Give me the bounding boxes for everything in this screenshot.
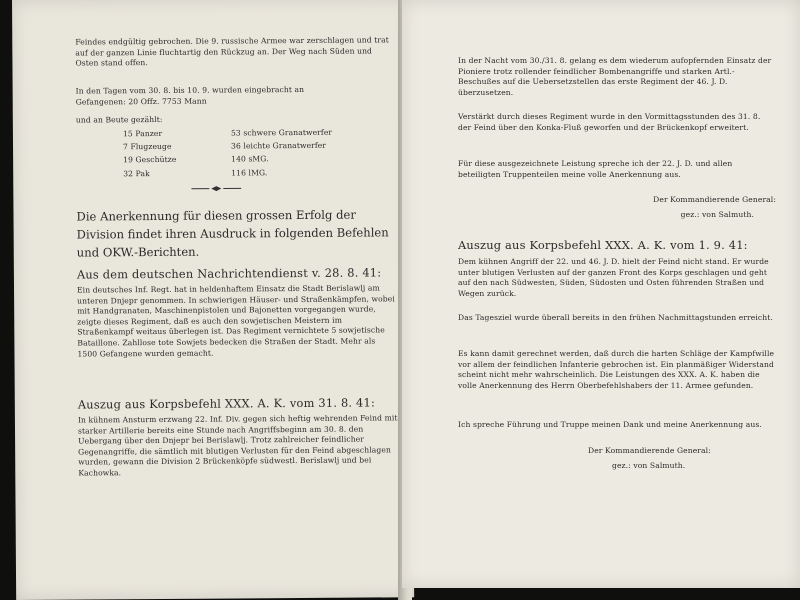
paragraph-anerkennung: Für diese ausgezeichnete Leistung spreche ich der 22. J. D. und allen beteiligten Truppenteilen meine volle Anerkennung aus. [458, 159, 733, 179]
booty-cell: 32 Pak [123, 168, 150, 178]
paragraph-tagesziel: Das Tagesziel wurde überall bereits in den frühen Nachmittagstunden erreicht. [458, 313, 773, 322]
paragraph-pioniere: In der Nacht vom 30./31. 8. gelang es dem wiederum aufopfernden Einsatz der Pioniere trotz rollender feindlicher Bombenangriffe und starken Artl.-Beschußes auf die Uebersetzstellen das erste Regiment der 46. J. D. überzusetzen. [458, 56, 772, 97]
ornament-divider [191, 185, 241, 191]
nachrichtendienst-text: Ein deutsches Inf. Regt. hat in heldenhaftem Einsatz die Stadt Berislawlj am unteren Dnjepr genommen. In schwierigen Häuser- und Straßenkämpfen, wobei mit Handgranaten, Maschinenpistolen und Bajonetten vorgegangen wurde, zeigte dieses Regiment, daß es auch den sowjetischen Meistern im Straßenkampf weitaus überlegen ist. Das Regiment vernichtete 5 sowjetische Bataillone. Zahllose tote Sowjets bedecken die Straßen der Stadt. Mehr als 1500 Gefangene wurden gemacht. [76, 283, 395, 359]
intro-paragraph: Feindes endgültig gebrochen. Die 9. russische Armee war zerschlagen und trat auf der ganzen Linie fluchtartig den Rückzug an. Der Weg nach Süden und Osten stand offen. [75, 35, 389, 68]
right-page [402, 0, 800, 588]
booty-intro: und an Beute gezählt: [75, 114, 163, 125]
captured-paragraph: In den Tagen vom 30. 8. bis 10. 9. wurden eingebracht an Gefangenen: 20 Offz. 7753 Mann [75, 84, 305, 107]
recognition-paragraph: Die Anerkennung für diesen grossen Erfolg der Division findet ihren Ausdruck in folgenden Befehlen und OKW.-Berichten. [76, 207, 389, 260]
signature-title: Der Kommandierende General: [653, 195, 776, 204]
signature-title: Der Kommandierende General: [588, 446, 711, 455]
paragraph-dank: Ich spreche Führung und Truppe meinen Dank und meine Anerkennung aus. [458, 420, 762, 429]
paragraph-verstaerkt: Verstärkt durch dieses Regiment wurde in den Vormittagsstunden des 31. 8. der Feind über den Konka-Fluß geworfen und der Brückenkopf erweitert. [458, 112, 761, 132]
left-page [12, 0, 414, 600]
booty-cell: 36 leichte Granatwerfer [230, 141, 327, 151]
paragraph-kampfwille: Es kann damit gerechnet werden, daß durch die harten Schläge der Kampfwille vor allem der feindlichen Infanterie gebrochen ist. Ein planmäßiger Widerstand scheint nicht mehr wahrscheinlich. Die Leistungen des XXX. A. K. haben die volle Anerkennung des Herrn Oberbefehlshabers der 11. Armee gefunden. [458, 349, 775, 390]
korpsbefehl-31-8-text: In kühnem Ansturm erzwang 22. Inf. Div. gegen sich heftig wehrenden Feind mit starker Artillerie bereits eine Stunde nach Angriffsbeginn am 30. 8. den Uebergang über den Dnjepr bei Berislawlj. Trotz zahlreicher feindlicher Gegenangriffe, die sämtlich mit blutigen Verlusten für den Feind abgeschlagen wurden, gewann die Division 2 Brückenköpfe südwestl. Berislawlj und bei Kachowka. [77, 413, 398, 478]
booty-cell: 116 lMG. [231, 167, 268, 178]
paragraph-angriff: Dem kühnen Angriff der 22. und 46. J. D. hielt der Feind nicht stand. Er wurde unter blutigen Verlusten auf der ganzen Front des Korps geschlagen und geht auf den nach Südwesten, Süden, Südosten und Osten führenden Straßen und Wegen zurück. [458, 257, 769, 298]
heading-nachrichtendienst: Aus dem deutschen Nachrichtendienst v. 28. 8. 41: [76, 265, 382, 282]
booty-cell: 19 Geschütze [123, 155, 177, 165]
booty-cell: 7 Flugzeuge [122, 142, 172, 152]
booty-cell: 15 Panzer [122, 128, 163, 139]
booty-cell: 53 schwere Granatwerfer [230, 127, 333, 138]
signature-name: gez.: von Salmuth. [680, 210, 754, 219]
booty-cell: 140 sMG. [231, 154, 269, 164]
booty-table [123, 125, 381, 180]
heading-korpsbefehl-31-8: Auszug aus Korpsbefehl XXX. A. K. vom 31. 8. 41: [77, 395, 376, 412]
heading-korpsbefehl-1-9: Auszug aus Korpsbefehl XXX. A. K. vom 1. 9. 41: [458, 238, 748, 252]
signature-name: gez.: von Salmuth. [612, 461, 686, 470]
